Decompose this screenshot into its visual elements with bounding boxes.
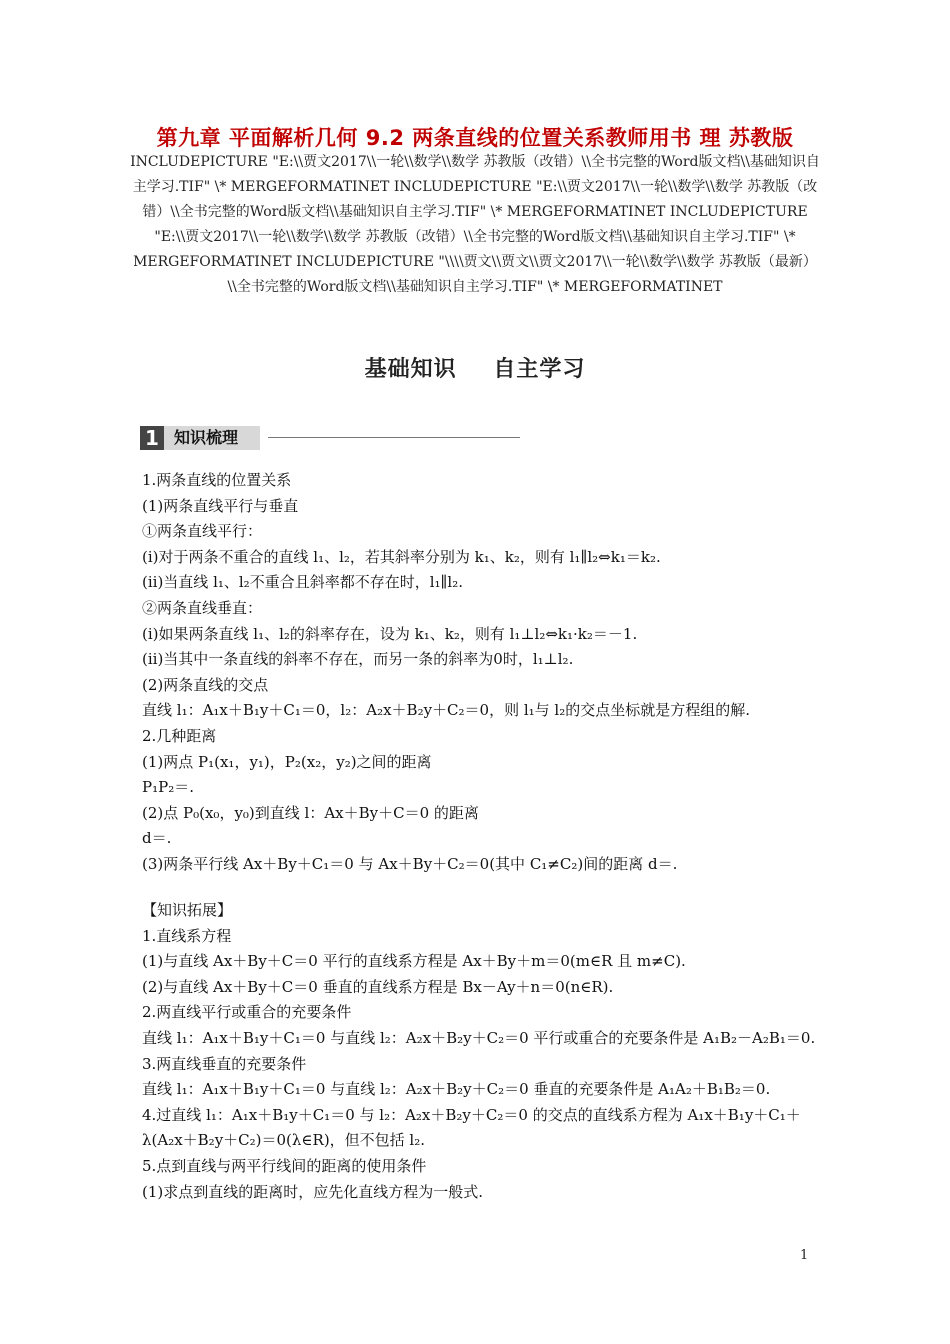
extension-line: (1)求点到直线的距离时，应先化直线方程为一般式. (142, 1182, 484, 1201)
badge-number: 1 (140, 426, 164, 450)
knowledge-body (142, 468, 822, 878)
body-line: (2)两条直线的交点 (142, 675, 269, 694)
body-line: (ⅰ)如果两条直线 l₁、l₂的斜率存在，设为 k₁、k₂，则有 l₁⊥l₂⇔k₁·k₂＝－1. (142, 624, 638, 643)
extension-line: 【知识拓展】 (142, 901, 233, 919)
extension-line: λ(A₂x＋B₂y＋C₂)＝0(λ∈R)，但不包括 l₂. (142, 1131, 426, 1150)
section-heading-part2: 自主学习 (493, 357, 586, 382)
extension-line: 4.过直线 l₁：A₁x＋B₁y＋C₁＝0 与 l₂：A₂x＋B₂y＋C₂＝0 的交点的直线系方程为 A₁x＋B₁y＋C₁＋ (142, 1105, 801, 1124)
extension-line: 3.两直线垂直的充要条件 (142, 1054, 307, 1073)
body-line: (2)点 P₀(x₀，y₀)到直线 l：Ax＋By＋C＝0 的距离 (142, 803, 479, 822)
field-code-text: INCLUDEPICTURE "E:\\贾文2017\\一轮\\数学\\数学 苏教版（改错）\\全书完整的Word版文档\\基础知识自主学习.TIF" \* MERGEFORMATINET INCLUDEPICTURE "E:\\贾文2017\\一轮\\数学\\数学 苏教版（改错）\\全书完整的Word版文档\\基础知识自主学习.TIF" \* MERGEFORMATINET INCLUDEPICTURE "E:\\贾文2017\\一轮\\数学\\数学 苏教版（改错）\\全书完整的Word版文档\\基础知识自主学习.TIF" \* MERGEFORMATINET INCLUDEPICTURE "\\\\贾文\\贾文\\贾文2017\\一轮\\数学\\数学 苏教版（最新）\\全书完整的Word版文档\\基础知识自主学习.TIF" \* MERGEFORMATINET (130, 154, 820, 295)
body-line: (1)两条直线平行与垂直 (142, 496, 299, 515)
knowledge-extension (142, 898, 822, 1205)
extension-line: 5.点到直线与两平行线间的距离的使用条件 (142, 1156, 427, 1175)
body-line: (1)两点 P₁(x₁，y₁)，P₂(x₂，y₂)之间的距离 (142, 752, 432, 771)
badge-label: 知识梳理 (174, 428, 239, 447)
body-line: P₁P₂＝. (142, 778, 194, 797)
extension-line: (1)与直线 Ax＋By＋C＝0 平行的直线系方程是 Ax＋By＋m＝0(m∈R 且 m≠C). (142, 952, 686, 971)
document-title: 第九章 平面解析几何 9.2 两条直线的位置关系教师用书 理 苏教版 (156, 126, 794, 150)
section-heading (0, 352, 950, 383)
extension-line: 1.直线系方程 (142, 926, 232, 945)
body-line: (ⅰ)对于两条不重合的直线 l₁、l₂，若其斜率分别为 k₁、k₂，则有 l₁∥l₂⇔k₁＝k₂. (142, 547, 661, 566)
body-line: d＝. (142, 829, 172, 848)
body-line: 1.两条直线的位置关系 (142, 471, 292, 489)
subsection-badge (140, 426, 520, 450)
body-line: (ⅱ)当其中一条直线的斜率不存在，而另一条的斜率为0时，l₁⊥l₂. (142, 650, 574, 669)
body-line: ②两条直线垂直： (142, 598, 263, 617)
body-line: (3)两条平行线 Ax＋By＋C₁＝0 与 Ax＋By＋C₂＝0(其中 C₁≠C₂)间的距离 d＝. (142, 854, 678, 873)
extension-line: 直线 l₁：A₁x＋B₁y＋C₁＝0 与直线 l₂：A₂x＋B₂y＋C₂＝0 垂直的充要条件是 A₁A₂＋B₁B₂＝0. (142, 1080, 771, 1099)
extension-line: (2)与直线 Ax＋By＋C＝0 垂直的直线系方程是 Bx－Ay＋n＝0(n∈R). (142, 977, 614, 996)
section-heading-part1: 基础知识 (364, 357, 457, 382)
body-line: ①两条直线平行： (142, 522, 263, 541)
body-line: (ⅱ)当直线 l₁、l₂不重合且斜率都不存在时，l₁∥l₂. (142, 573, 464, 592)
body-line: 2.几种距离 (142, 726, 217, 745)
extension-line: 直线 l₁：A₁x＋B₁y＋C₁＝0 与直线 l₂：A₂x＋B₂y＋C₂＝0 平行或重合的充要条件是 A₁B₂－A₂B₁＝0. (142, 1028, 816, 1047)
extension-line: 2.两直线平行或重合的充要条件 (142, 1003, 352, 1022)
page-number: 1 (800, 1248, 809, 1263)
badge-divider (268, 437, 520, 438)
body-line: 直线 l₁：A₁x＋B₁y＋C₁＝0，l₂：A₂x＋B₂y＋C₂＝0，则 l₁与 l₂的交点坐标就是方程组的解. (142, 701, 751, 720)
